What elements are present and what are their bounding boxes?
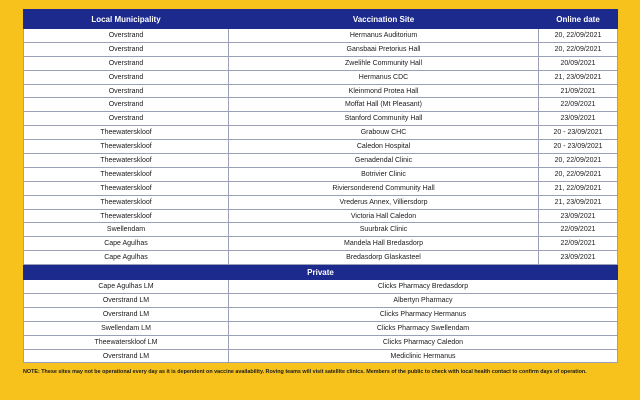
cell-municipality: Overstrand LM [24,294,229,308]
table-row [24,98,618,112]
cell-online-date: 20 - 23/09/2021 [539,140,618,154]
cell-municipality: Theewaterskloof [24,181,229,195]
footnote: NOTE: These sites may not be operational every day as it is dependent on vaccine availability. Roving teams will visit satellite clinics. Members of the public to check with local health contact to confirm days of operation. [23,369,587,375]
cell-municipality: Overstrand [24,42,229,56]
cell-vaccination-site: Kleinmond Protea Hall [229,84,539,98]
cell-vaccination-site: Genadendal Clinic [229,154,539,168]
table-row [24,195,618,209]
cell-vaccination-site: Bredasdorp Glaskasteel [229,251,539,265]
private-section-label: Private [24,265,618,280]
cell-online-date: 20 - 23/09/2021 [539,126,618,140]
table-row [24,56,618,70]
cell-vaccination-site: Caledon Hospital [229,140,539,154]
cell-vaccination-site: Clicks Pharmacy Swellendam [229,321,618,335]
vaccination-sites-table [23,9,618,363]
table-row [24,84,618,98]
cell-vaccination-site: Victoria Hall Caledon [229,209,539,223]
cell-vaccination-site: Hermanus CDC [229,70,539,84]
cell-online-date: 23/09/2021 [539,251,618,265]
table-row [24,307,618,321]
cell-municipality: Theewaterskloof [24,167,229,181]
table-row [24,280,618,294]
cell-municipality: Overstrand LM [24,349,229,363]
cell-municipality: Overstrand [24,56,229,70]
cell-online-date: 22/09/2021 [539,98,618,112]
table-header-row [24,10,618,29]
cell-vaccination-site: Clicks Pharmacy Hermanus [229,307,618,321]
cell-municipality: Swellendam [24,223,229,237]
cell-vaccination-site: Botrivier Clinic [229,167,539,181]
cell-vaccination-site: Grabouw CHC [229,126,539,140]
table-row [24,349,618,363]
cell-municipality: Theewaterskloof [24,126,229,140]
table-row [24,321,618,335]
cell-online-date: 20, 22/09/2021 [539,154,618,168]
cell-online-date: 20, 22/09/2021 [539,167,618,181]
cell-online-date: 21, 23/09/2021 [539,70,618,84]
table-row [24,294,618,308]
cell-online-date: 22/09/2021 [539,237,618,251]
cell-vaccination-site: Vrederus Annex, Villiersdorp [229,195,539,209]
cell-municipality: Overstrand [24,70,229,84]
cell-vaccination-site: Moffat Hall (Mt Pleasant) [229,98,539,112]
cell-online-date: 23/09/2021 [539,209,618,223]
table-row [24,42,618,56]
cell-municipality: Overstrand [24,112,229,126]
cell-municipality: Theewaterskloof [24,140,229,154]
table-row [24,70,618,84]
private-sites-body [24,280,618,363]
table-row [24,126,618,140]
cell-online-date: 21/09/2021 [539,84,618,98]
cell-municipality: Theewaterskloof [24,154,229,168]
cell-online-date: 23/09/2021 [539,112,618,126]
table-row [24,154,618,168]
header-vaccination-site: Vaccination Site [229,10,539,29]
cell-online-date: 20, 22/09/2021 [539,29,618,43]
cell-municipality: Cape Agulhas LM [24,280,229,294]
cell-municipality: Theewaterskloof [24,209,229,223]
header-online-date: Online date [539,10,618,29]
table-row [24,140,618,154]
cell-vaccination-site: Zwelihle Community Hall [229,56,539,70]
table-row [24,112,618,126]
cell-online-date: 20, 22/09/2021 [539,42,618,56]
public-sites-body [24,29,618,265]
table-row [24,251,618,265]
cell-municipality: Swellendam LM [24,321,229,335]
cell-vaccination-site: Suurbrak Clinic [229,223,539,237]
cell-municipality: Overstrand [24,84,229,98]
cell-vaccination-site: Albertyn Pharmacy [229,294,618,308]
cell-vaccination-site: Stanford Community Hall [229,112,539,126]
cell-municipality: Overstrand LM [24,307,229,321]
cell-online-date: 20/09/2021 [539,56,618,70]
table-row [24,29,618,43]
cell-municipality: Cape Agulhas [24,251,229,265]
cell-vaccination-site: Riviersonderend Community Hall [229,181,539,195]
cell-municipality: Cape Agulhas [24,237,229,251]
cell-municipality: Theewaterskloof LM [24,335,229,349]
table-row [24,223,618,237]
cell-vaccination-site: Hermanus Auditorium [229,29,539,43]
table-row [24,209,618,223]
cell-municipality: Theewaterskloof [24,195,229,209]
cell-vaccination-site: Mandela Hall Bredasdorp [229,237,539,251]
cell-municipality: Overstrand [24,29,229,43]
cell-vaccination-site: Gansbaai Pretorius Hall [229,42,539,56]
cell-online-date: 21, 23/09/2021 [539,195,618,209]
table-row [24,167,618,181]
private-section-row [24,265,618,280]
cell-vaccination-site: Mediclinic Hermanus [229,349,618,363]
cell-vaccination-site: Clicks Pharmacy Caledon [229,335,618,349]
table-row [24,335,618,349]
cell-vaccination-site: Clicks Pharmacy Bredasdorp [229,280,618,294]
cell-municipality: Overstrand [24,98,229,112]
table-row [24,181,618,195]
cell-online-date: 21, 22/09/2021 [539,181,618,195]
cell-online-date: 22/09/2021 [539,223,618,237]
table-row [24,237,618,251]
header-municipality: Local Municipality [24,10,229,29]
vaccination-sites-table-container [23,9,617,363]
